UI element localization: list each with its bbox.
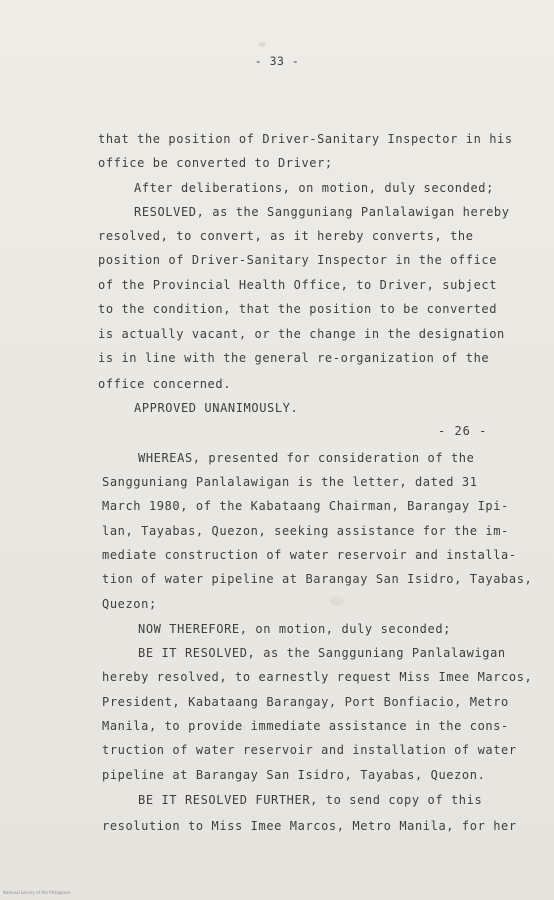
text-line: hereby resolved, to earnestly request Miss Imee Marcos, (102, 670, 533, 684)
text-line: After deliberations, on motion, duly seconded; (134, 181, 494, 195)
text-line: truction of water reservoir and installation of water (102, 743, 517, 757)
text-line: President, Kabataang Barangay, Port Bonfiacio, Metro (102, 695, 509, 709)
text-line: resolution to Miss Imee Marcos, Metro Manila, for her (102, 819, 517, 833)
text-line: APPROVED UNANIMOUSLY. (134, 401, 299, 415)
text-line: Quezon; (102, 597, 157, 611)
text-line: that the position of Driver-Sanitary Inspector in his (98, 132, 513, 146)
page-number: - 33 - (254, 54, 300, 68)
text-line: NOW THEREFORE, on motion, duly seconded; (138, 622, 451, 636)
text-line: is actually vacant, or the change in the designation (98, 327, 505, 341)
paper-speck (330, 596, 344, 606)
text-line: of the Provincial Health Office, to Driver, subject (98, 278, 498, 292)
text-line: office be converted to Driver; (98, 156, 333, 170)
text-line: WHEREAS, presented for consideration of the (138, 451, 475, 465)
footer-stamp: National Library of the Philippines (3, 890, 71, 895)
text-line: RESOLVED, as the Sangguniang Panlalawigan hereby (134, 205, 510, 219)
text-line: is in line with the general re-organization of the (98, 351, 490, 365)
text-line: BE IT RESOLVED FURTHER, to send copy of this (138, 793, 483, 807)
text-line: position of Driver-Sanitary Inspector in the office (98, 253, 498, 267)
paper-speck (258, 42, 266, 47)
text-line: tion of water pipeline at Barangay San Isidro, Tayabas, (102, 572, 533, 586)
text-line: lan, Tayabas, Quezon, seeking assistance for the im- (102, 524, 509, 538)
text-line: March 1980, of the Kabataang Chairman, Barangay Ipi- (102, 499, 509, 513)
text-line: resolved, to convert, as it hereby converts, the (98, 229, 474, 243)
text-line: office concerned. (98, 377, 232, 391)
text-line: Sangguniang Panlalawigan is the letter, dated 31 (102, 475, 478, 489)
item-number: - 26 - (438, 424, 488, 438)
text-line: mediate construction of water reservoir and installa- (102, 548, 517, 562)
text-line: Manila, to provide immediate assistance in the cons- (102, 719, 509, 733)
text-line: pipeline at Barangay San Isidro, Tayabas, Quezon. (102, 768, 486, 782)
text-line: BE IT RESOLVED, as the Sangguniang Panlalawigan (138, 646, 506, 660)
text-line: to the condition, that the position to be converted (98, 302, 498, 316)
